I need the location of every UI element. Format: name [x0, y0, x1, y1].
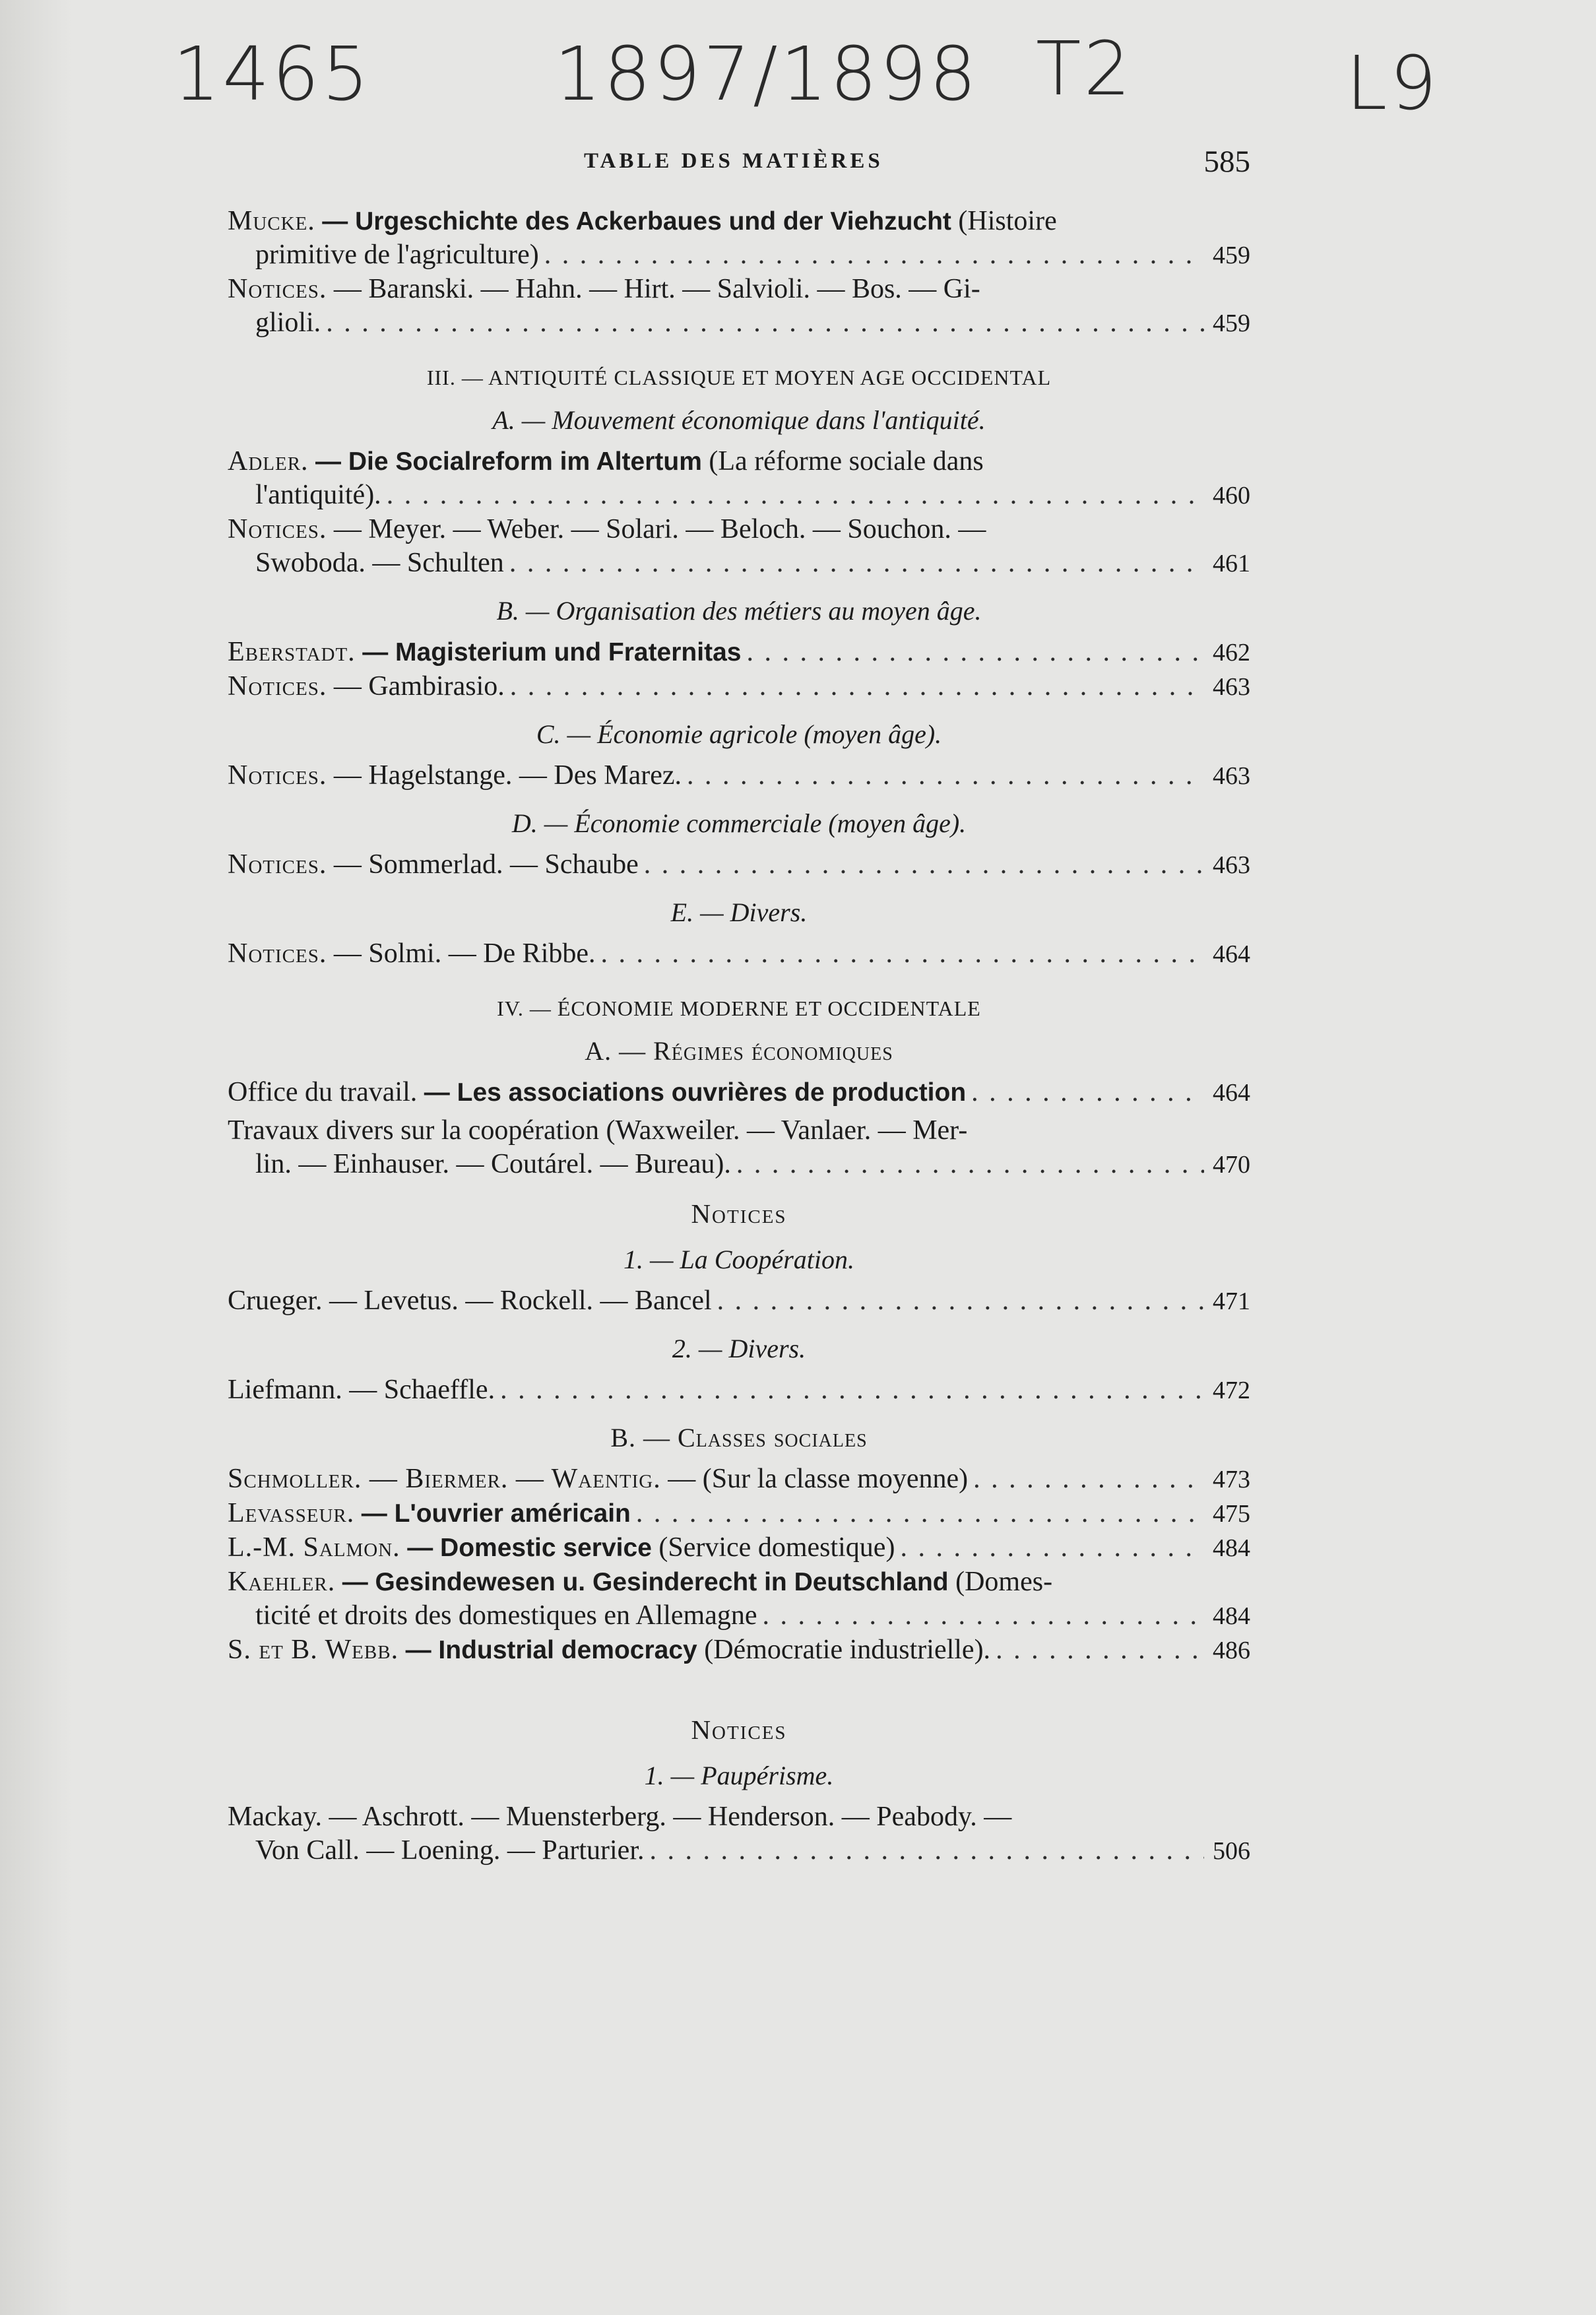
toc-entry-schmoller: Schmoller. — Biermer. — Waentig. — (Sur la classe moyenne) . . . 473: [228, 1462, 1250, 1497]
page-ref: 460: [1213, 482, 1250, 509]
notices-heading: Notices: [691, 1714, 787, 1745]
toc-entry-webb: S. et B. Webb. — Industrial democracy (Démocratie industrielle). . . . 486: [228, 1633, 1250, 1668]
handwritten-mark-3: T2: [1036, 26, 1133, 112]
page-ref: 484: [1213, 1602, 1250, 1630]
toc-entry-office: Office du travail. — Les associations ouvrières de production . . . 464: [228, 1076, 1250, 1110]
page-ref: 461: [1213, 550, 1250, 577]
subsection-heading: D. — Économie commerciale (moyen âge).: [511, 808, 967, 838]
page-ref: 459: [1213, 242, 1250, 269]
subsection-heading: 2. — Divers.: [672, 1334, 806, 1363]
subsection-heading: B. — Classes sociales: [610, 1423, 868, 1452]
page-number: 585: [1203, 145, 1250, 179]
page-header: [228, 144, 1250, 183]
notices-heading: Notices: [691, 1198, 787, 1229]
handwritten-mark-2: 1897/1898: [554, 32, 979, 117]
toc-entry-salmon: L.-M. Salmon. — Domestic service (Service domestique) . . . 484: [228, 1531, 1250, 1565]
page-ref: 463: [1213, 762, 1250, 790]
page-ref: 475: [1213, 1500, 1250, 1528]
section-heading: III. — ANTIQUITÉ CLASSIQUE ET MOYEN AGE OCCIDENTAL: [426, 366, 1052, 389]
subsection-heading: 1. — La Coopération.: [623, 1245, 855, 1274]
page-ref: 462: [1213, 639, 1250, 667]
scan-shadow: [0, 0, 73, 2315]
toc-entry-mucke: Mucke. — Urgeschichte des Ackerbaues und der Viehzucht (Histoire primitive de l'agriculture) . . . 459: [228, 205, 1250, 273]
page-ref: 464: [1213, 1079, 1250, 1107]
page-ref: 471: [1213, 1288, 1250, 1315]
section-heading: IV. — ÉCONOMIE MODERNE ET OCCIDENTALE: [497, 996, 981, 1020]
toc-entry-crueger: Crueger. — Levetus. — Rockell. — Bancel . . . 471: [228, 1284, 1250, 1319]
subsection-heading: E. — Divers.: [670, 897, 808, 927]
handwritten-mark-4: L9: [1346, 41, 1440, 127]
page-ref: 464: [1213, 940, 1250, 968]
subsection-heading: 1. — Paupérisme.: [644, 1761, 834, 1790]
toc-entry-travaux: Travaux divers sur la coopération (Waxweiler. — Vanlaer. — Mer- lin. — Einhauser. — Coutárel. — Bureau). . . . 470: [228, 1114, 1250, 1182]
page-ref: 470: [1213, 1151, 1250, 1179]
subsection-heading: B. — Organisation des métiers au moyen âge.: [496, 596, 982, 626]
toc-entry-liefmann: Liefmann. — Schaeffle. . . . 472: [228, 1373, 1250, 1408]
page-ref: 463: [1213, 673, 1250, 701]
toc-entry-kaehler: Kaehler. — Gesindewesen u. Gesinderecht in Deutschland (Domes- ticité et droits des domestiques en Allemagne . . . 484: [228, 1565, 1250, 1633]
page-ref: 463: [1213, 851, 1250, 879]
page-ref: 472: [1213, 1377, 1250, 1404]
toc-entry-levasseur: Levasseur. — L'ouvrier américain . . . 475: [228, 1497, 1250, 1531]
subsection-heading: C. — Économie agricole (moyen âge).: [536, 719, 942, 749]
page-ref: 506: [1213, 1837, 1250, 1865]
page-title: TABLE DES MATIÈRES: [584, 149, 883, 173]
toc-entry-notices: Notices. — Hagelstange. — Des Marez. . . . 463: [228, 759, 1250, 793]
toc-entry-notices: Notices. — Sommerlad. — Schaube . . . 463: [228, 848, 1250, 882]
page-ref: 459: [1213, 310, 1250, 337]
page-ref: 473: [1213, 1466, 1250, 1493]
toc-entry-notices: Notices. — Solmi. — De Ribbe. . . . 464: [228, 937, 1250, 971]
handwritten-mark-1: 1465: [173, 32, 372, 117]
page-ref: 484: [1213, 1534, 1250, 1562]
subsection-heading: A. — Régimes économiques: [585, 1036, 893, 1066]
page-ref: 486: [1213, 1637, 1250, 1664]
toc-entry-eberstadt: Eberstadt. — Magisterium und Fraternitas . . . 462: [228, 636, 1250, 670]
toc-entry-notices: Notices. — Gambirasio. . . . 463: [228, 670, 1250, 704]
table-of-contents: [228, 205, 1250, 1868]
toc-entry-adler: Adler. — Die Socialreform im Altertum (La réforme sociale dans l'antiquité). . . . 460: [228, 445, 1250, 513]
toc-entry-notices: Notices. — Baranski. — Hahn. — Hirt. — Salvioli. — Bos. — Gi- glioli. . . . 459: [228, 273, 1250, 341]
subsection-heading: A. — Mouvement économique dans l'antiquité.: [492, 405, 986, 435]
toc-entry-notices: Notices. — Meyer. — Weber. — Solari. — Beloch. — Souchon. — Swoboda. — Schulten . . . 461: [228, 513, 1250, 581]
toc-entry-mackay: Mackay. — Aschrott. — Muensterberg. — Henderson. — Peabody. — Von Call. — Loening. — Parturier. . . . 506: [228, 1800, 1250, 1868]
